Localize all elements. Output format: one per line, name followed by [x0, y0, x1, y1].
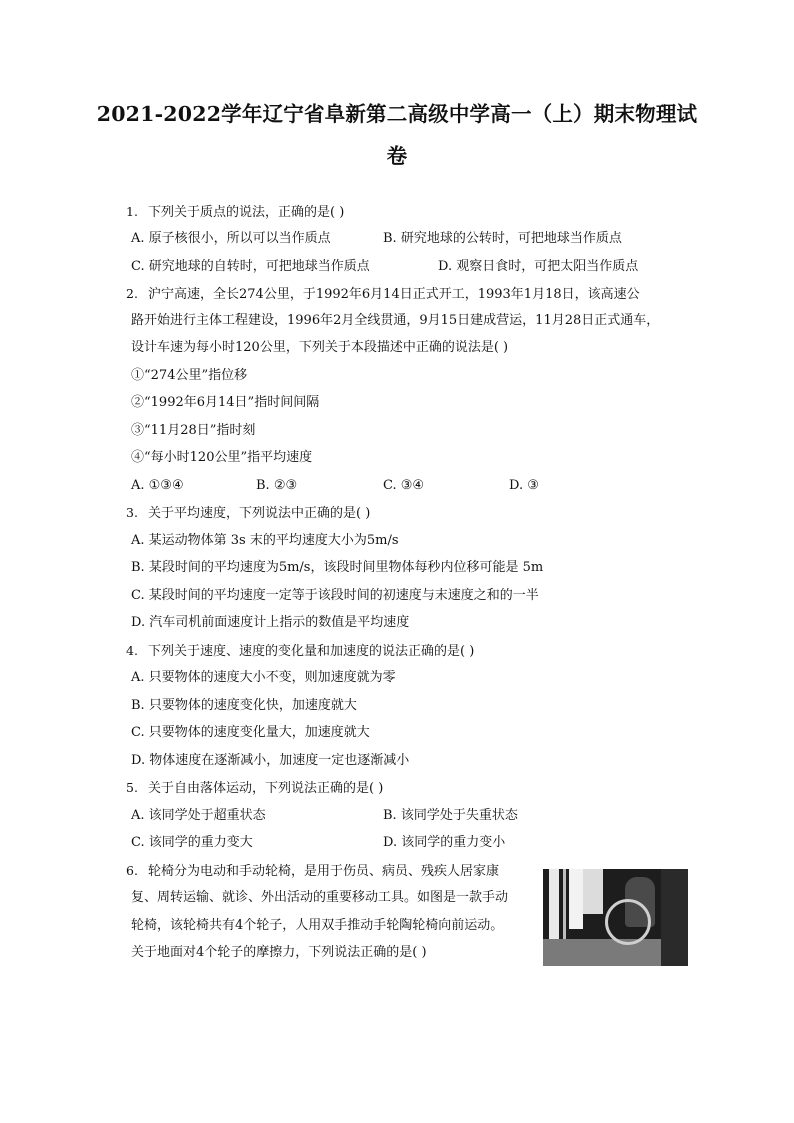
q1-option-b: B. 研究地球的公转时，可把地球当作质点 [383, 231, 622, 246]
q2-option-b: B. ②③ [256, 478, 298, 493]
q1-option-d: D. 观察日食时，可把太阳当作质点 [438, 259, 639, 274]
q3-option-b: B. 某段时间的平均速度为5m/s，该段时间里物体每秒内位移可能是 5m [131, 560, 544, 575]
q2-statement-2: ②“1992年6月14日”指时间间隔 [131, 395, 320, 410]
q5-stem [126, 778, 383, 799]
q1-option-a: A. 原子核很小，所以可以当作质点 [131, 231, 331, 246]
q5-number: 5. [126, 780, 138, 795]
q5-option-d: D. 该同学的重力变小 [383, 835, 506, 850]
q3-option-d: D. 汽车司机前面速度计上指示的数值是平均速度 [131, 615, 410, 630]
q4-option-c: C. 只要物体的速度变化量大，加速度就大 [131, 725, 370, 740]
title-line-1: 2021-2022学年辽宁省阜新第二高级中学高一（上）期末物理试 [96, 102, 698, 126]
q4-option-d: D. 物体速度在逐渐减小，加速度一定也逐渐减小 [131, 753, 410, 768]
q2-stem-text-1: 沪宁高速，全长274公里，于1992年6月14日正式开工，1993年1月18日，该高速公 [148, 287, 640, 302]
q3-number: 3. [126, 505, 138, 520]
q2-statement-1: ①“274公里”指位移 [131, 368, 248, 383]
q5-option-b: B. 该同学处于失重状态 [383, 808, 518, 823]
q2-statement-4: ④“每小时120公里”指平均速度 [131, 450, 313, 465]
q6-stem-line-2: 复、周转运输、就诊、外出活动的重要移动工具。如图是一款手动 [131, 890, 509, 905]
q4-stem [126, 641, 474, 662]
q6-number: 6. [126, 863, 138, 878]
q3-option-c: C. 某段时间的平均速度一定等于该段时间的初速度与末速度之和的一半 [131, 588, 539, 603]
wheelchair-photo [543, 869, 688, 966]
q4-stem-text: 下列关于速度、速度的变化量和加速度的说法正确的是( ) [148, 644, 475, 659]
q3-stem-text: 关于平均速度，下列说法中正确的是( ) [148, 506, 371, 521]
q6-stem-line-3: 轮椅，该轮椅共有4个轮子，人用双手推动手轮陶轮椅向前运动。 [131, 918, 504, 933]
exam-title [60, 93, 734, 177]
q4-option-b: B. 只要物体的速度变化快，加速度就大 [131, 698, 357, 713]
q1-option-c: C. 研究地球的自转时，可把地球当作质点 [131, 259, 370, 274]
q5-option-a: A. 该同学处于超重状态 [131, 808, 266, 823]
q1-stem-text: 下列关于质点的说法，正确的是( ) [148, 205, 345, 220]
q2-option-a: A. ①③④ [131, 478, 184, 493]
q1-number: 1. [126, 204, 138, 219]
q2-statement-3: ③“11月28日”指时刻 [131, 423, 256, 438]
q6-stem-line-4: 关于地面对4个轮子的摩擦力，下列说法正确的是( ) [131, 945, 427, 960]
q2-option-c: C. ③④ [383, 478, 425, 493]
q2-number: 2. [126, 286, 138, 301]
q3-stem [126, 503, 370, 524]
q6-stem-text-1: 轮椅分为电动和手动轮椅，是用于伤员、病员、残疾人居家康 [148, 864, 500, 879]
q5-option-c: C. 该同学的重力变大 [131, 835, 253, 850]
q4-number: 4. [126, 643, 138, 658]
q3-option-a: A. 某运动物体第 3s 末的平均速度大小为5m/s [131, 533, 399, 548]
q6-stem-line-1 [126, 861, 499, 882]
q2-stem-line-2: 路开始进行主体工程建设，1996年2月全线贯通，9月15日建成营运，11月28日正式通车， [131, 313, 660, 328]
q2-stem-line-3: 设计车速为每小时120公里，下列关于本段描述中正确的说法是( ) [131, 340, 509, 355]
q5-stem-text: 关于自由落体运动，下列说法正确的是( ) [148, 781, 384, 796]
q1-stem [126, 202, 344, 223]
q4-option-a: A. 只要物体的速度大小不变，则加速度就为零 [131, 670, 396, 685]
q2-option-d: D. ③ [509, 478, 539, 493]
q2-stem-line-1 [126, 284, 640, 305]
title-line-2: 卷 [386, 144, 408, 168]
